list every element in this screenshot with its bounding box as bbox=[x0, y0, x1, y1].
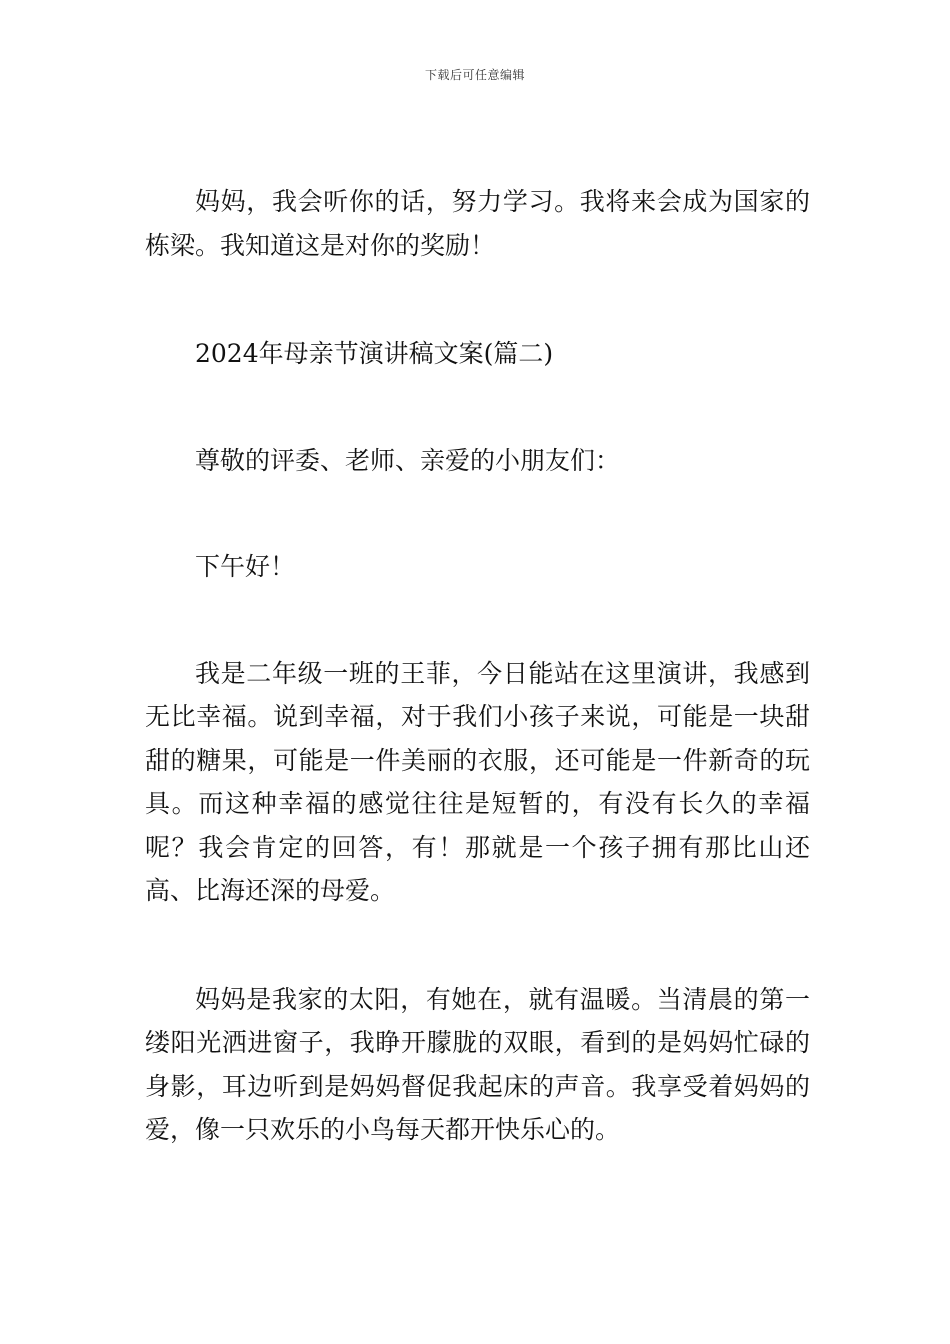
section-title: 2024年母亲节演讲稿文案(篇二) bbox=[195, 339, 554, 368]
paragraph-introduction: 我是二年级一班的王菲，今日能站在这里演讲，我感到无比幸福。说到幸福，对于我们小孩子来说，可能是一块甜甜的糖果，可能是一件美丽的衣服，还可能是一件新奇的玩具。而这种幸福的感觉往往是短暂的，有没有长久的幸福呢？我会肯定的回答，有！那就是一个孩子拥有那比山还高、比海还深的母爱。 bbox=[145, 658, 810, 905]
paragraph-mother-sun: 妈妈是我家的太阳，有她在，就有温暖。当清晨的第一缕阳光洒进窗子，我睁开朦胧的双眼，看到的是妈妈忙碌的身影，耳边听到是妈妈督促我起床的声音。我享受着妈妈的爱，像一只欢乐的小鸟每天都开快乐心的。 bbox=[145, 984, 810, 1144]
document-body bbox=[145, 180, 810, 1217]
page-header: 下载后可任意编辑 bbox=[424, 68, 525, 82]
paragraph-closing-promise: 妈妈，我会听你的话，努力学习。我将来会成为国家的栋梁。我知道这是对你的奖励！ bbox=[145, 187, 810, 260]
greeting: 下午好！ bbox=[195, 552, 296, 581]
salutation: 尊敬的评委、老师、亲爱的小朋友们： bbox=[195, 445, 621, 475]
